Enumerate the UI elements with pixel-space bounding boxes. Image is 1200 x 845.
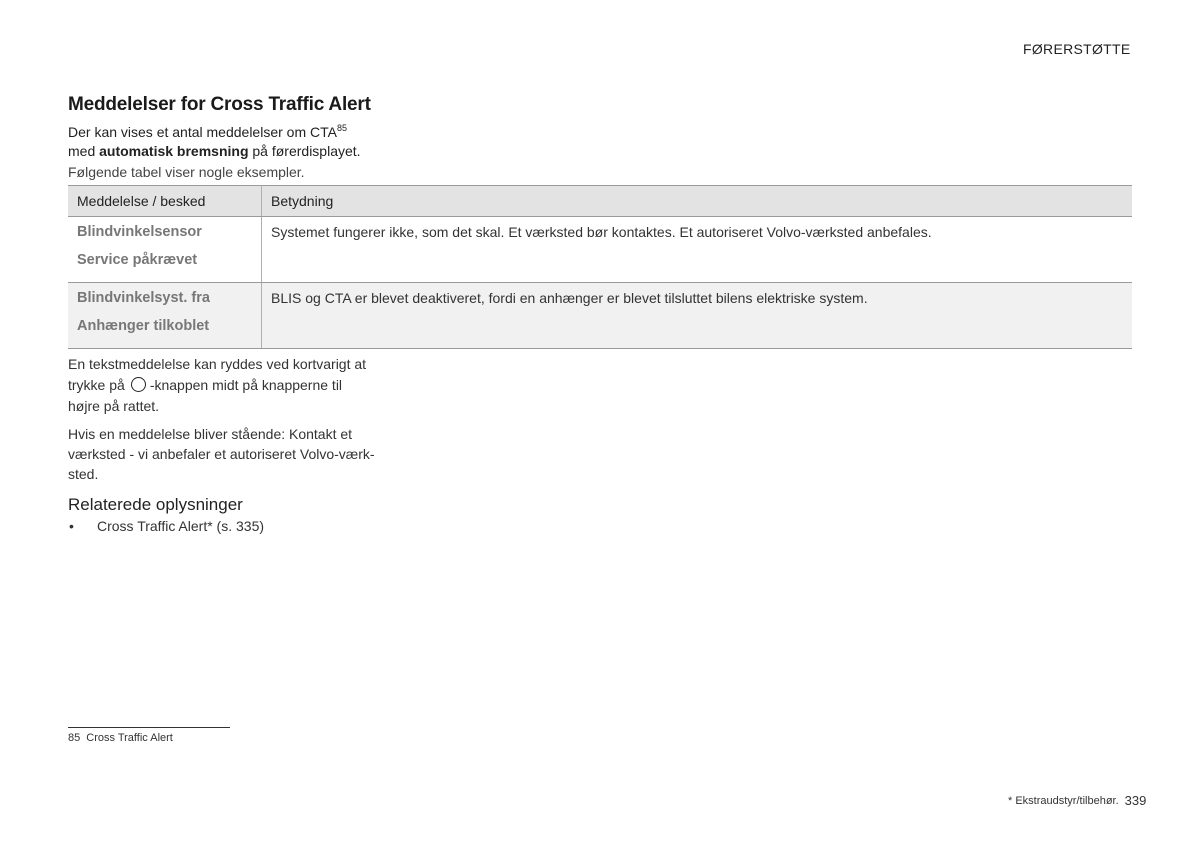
footer-note: * Ekstraudstyr/tilbehør. bbox=[1008, 795, 1119, 807]
page-number: 339 bbox=[1124, 793, 1147, 808]
circle-button-icon bbox=[131, 377, 146, 392]
footnote bbox=[68, 732, 173, 744]
message-line: Service påkrævet bbox=[77, 252, 198, 268]
intro-line-1 bbox=[68, 123, 347, 141]
column-header-meaning: Betydning bbox=[262, 186, 1133, 217]
intro-bold-term: automatisk bremsning bbox=[99, 143, 249, 159]
table-row bbox=[68, 283, 1132, 349]
intro-line-3: Følgende tabel viser nogle eksempler. bbox=[68, 164, 305, 180]
meaning-cell: BLIS og CTA er blevet deaktiveret, fordi en anhænger er blevet tilsluttet bilens elektriske system. bbox=[262, 283, 1133, 349]
table-header-row bbox=[68, 186, 1132, 217]
column-header-message: Meddelelse / besked bbox=[68, 186, 262, 217]
body-paragraph-1-line-3: højre på rattet. bbox=[68, 398, 160, 414]
footnote-number: 85 bbox=[68, 732, 81, 744]
page-footer bbox=[1008, 793, 1146, 808]
body-paragraph-2: Hvis en meddelelse bliver stående: Kontakt et værksted - vi anbefaler et autoriseret Volvo-værk-sted. bbox=[68, 426, 375, 482]
footnote-divider bbox=[68, 727, 230, 728]
intro-text: Der kan vises et antal meddelelser om CTA bbox=[68, 124, 337, 140]
related-info-list bbox=[68, 518, 264, 534]
related-link[interactable] bbox=[68, 518, 264, 534]
message-line: Blindvinkelsensor bbox=[77, 224, 202, 240]
footnote-text: Cross Traffic Alert bbox=[86, 732, 173, 744]
section-header: FØRERSTØTTE bbox=[1023, 41, 1131, 57]
body-text: trykke på bbox=[68, 377, 125, 393]
page-title: Meddelelser for Cross Traffic Alert bbox=[68, 94, 371, 115]
messages-table bbox=[68, 185, 1132, 349]
intro-text: på førerdisplayet. bbox=[248, 143, 361, 159]
message-cell bbox=[68, 283, 262, 349]
related-link-text[interactable]: Cross Traffic Alert* (s. 335) bbox=[97, 518, 265, 534]
footnote-reference[interactable]: 85 bbox=[336, 123, 347, 133]
message-line: Anhænger tilkoblet bbox=[77, 318, 210, 334]
body-text: -knappen midt på knapperne til bbox=[149, 377, 343, 393]
intro-line-2 bbox=[68, 142, 361, 160]
bullet: • bbox=[69, 518, 74, 534]
table-row bbox=[68, 217, 1132, 283]
message-line: Blindvinkelsyst. fra bbox=[77, 290, 210, 306]
intro-text: med bbox=[68, 143, 100, 159]
body-paragraph-1-line-2 bbox=[68, 375, 403, 395]
body-paragraph-1-line-1: En tekstmeddelelse kan ryddes ved kortvarigt at bbox=[68, 356, 367, 372]
meaning-cell: Systemet fungerer ikke, som det skal. Et værksted bør kontaktes. Et autoriseret Volvo-værksted anbefales. bbox=[262, 217, 1133, 283]
message-cell bbox=[68, 217, 262, 283]
related-info-heading: Relaterede oplysninger bbox=[68, 495, 243, 514]
